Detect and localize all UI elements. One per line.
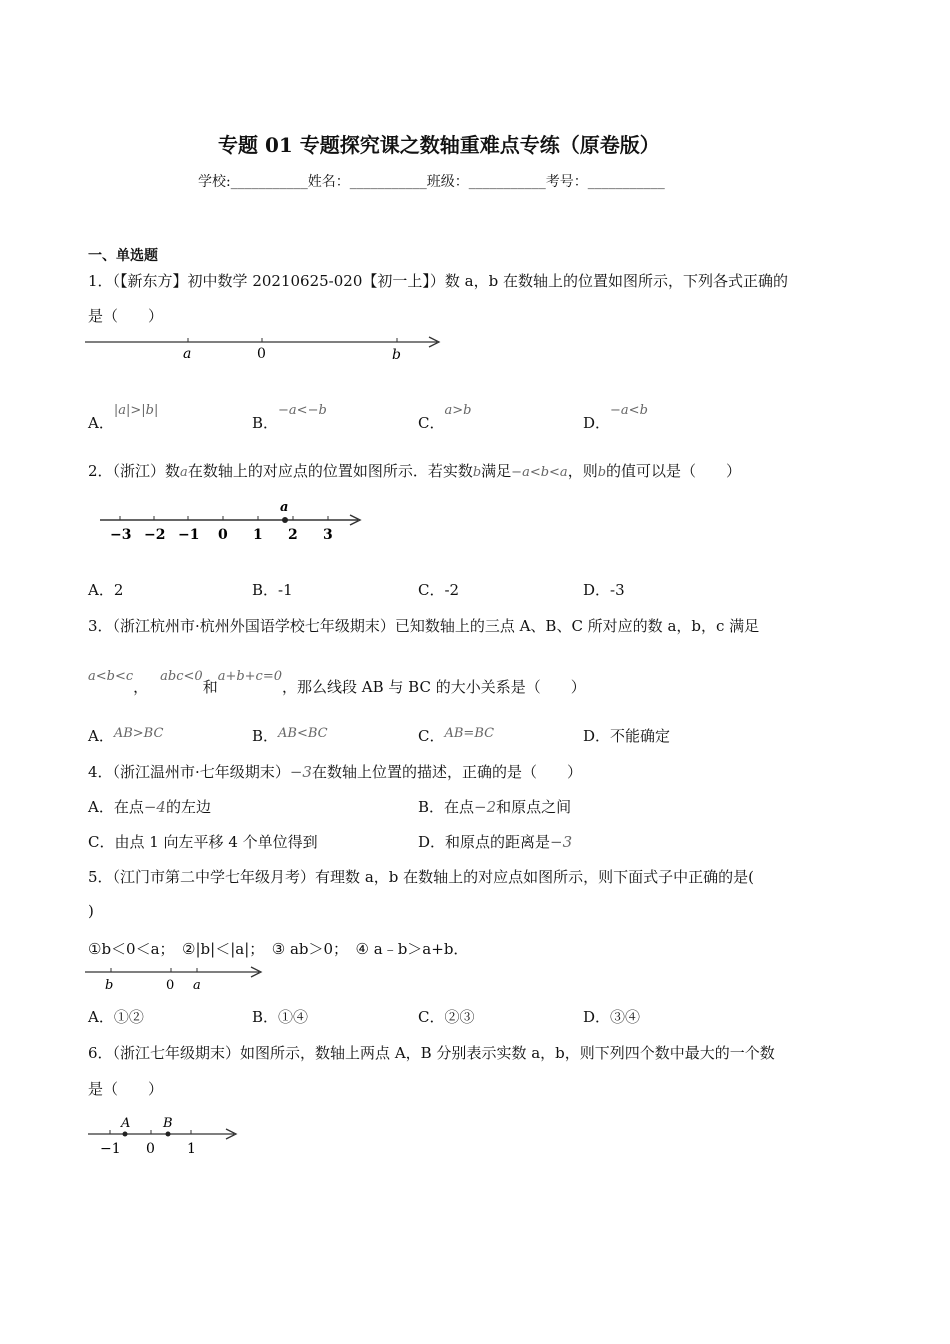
q4-option-a-end: 的左边 xyxy=(165,798,211,816)
q3-condition-3: a+b+c=0 xyxy=(217,669,283,684)
q1-label-a: a xyxy=(183,346,192,362)
q2-tick-label-m2: −2 xyxy=(144,527,166,543)
q2-tick-label-1: 1 xyxy=(253,527,263,543)
q5-option-b-label: B． xyxy=(252,1008,279,1026)
q4-number: −3 xyxy=(289,763,312,781)
q6-point-a xyxy=(123,1132,128,1137)
q6-stem: 6．（浙江七年级期末）如图所示，数轴上两点 A，B 分别表示实数 a，b，则下列四个数中最大的一个数 xyxy=(88,1044,775,1062)
q4-option-d-pre: D．和原点的距离是 xyxy=(418,833,551,851)
q5-label-0: 0 xyxy=(166,978,175,992)
q5-option-c[interactable] xyxy=(418,1006,475,1027)
q2-tick-label-3: 3 xyxy=(323,527,333,543)
q4-option-b-pre: B．在点 xyxy=(418,798,475,816)
q2-stem-mid3: ，则 xyxy=(567,462,598,480)
page-title: 专题 01 专题探究课之数轴重难点专练（原卷版） xyxy=(218,133,660,157)
q2-point-a xyxy=(282,517,288,523)
q3-option-c-label: C． xyxy=(418,727,445,745)
q2-stem-pre: 2．（浙江）数 xyxy=(88,462,181,480)
q4-stem xyxy=(88,761,582,782)
q2-option-d-value: -3 xyxy=(610,581,625,599)
q4-option-b[interactable] xyxy=(418,796,571,817)
q5-option-d[interactable] xyxy=(583,1006,640,1027)
q2-option-b-label: B． xyxy=(252,581,279,599)
q3-option-a-value: AB>BC xyxy=(113,726,164,741)
q1-option-c-label: C． xyxy=(418,414,445,432)
q6-point-label-b: B xyxy=(163,1116,173,1131)
q2-var-b: b xyxy=(472,465,482,480)
q6-point-label-a: A xyxy=(121,1116,131,1131)
q5-label-a: a xyxy=(193,978,201,992)
q3-option-a-label: A． xyxy=(88,727,114,745)
q3-option-a[interactable] xyxy=(88,725,163,746)
q6-tick-label-m1: −1 xyxy=(100,1141,121,1157)
q3-sep-2: 和 xyxy=(202,678,218,696)
q1-option-d[interactable] xyxy=(583,403,648,433)
q2-option-b-value: -1 xyxy=(278,581,293,599)
q2-option-c-label: C． xyxy=(418,581,445,599)
q3-option-c[interactable] xyxy=(418,725,494,746)
q1-option-a[interactable] xyxy=(88,403,159,433)
q3-option-d-value: 不能确定 xyxy=(610,727,671,745)
q1-label-0: 0 xyxy=(257,346,266,362)
q2-tick-label-m1: −1 xyxy=(178,527,200,543)
q2-option-a[interactable] xyxy=(88,579,123,600)
q4-option-b-number: −2 xyxy=(474,798,497,816)
q5-option-c-label: C． xyxy=(418,1008,445,1026)
q1-stem: 1．（【新东方】初中数学 20210625-020【初一上】）数 a，b 在数轴上的位置如图所示，下列各式正确的 xyxy=(88,272,788,290)
q2-tick-label-m3: −3 xyxy=(110,527,132,543)
q2-option-c-value: -2 xyxy=(444,581,460,599)
q5-stem: 5．（江门市第二中学七年级月考）有理数 a，b 在数轴上的对应点如图所示，则下面式子中正确的是( xyxy=(88,868,754,886)
q6-tick-label-1: 1 xyxy=(187,1141,196,1157)
q1-option-a-label: A． xyxy=(88,414,114,432)
q2-stem-mid2: 满足 xyxy=(481,462,512,480)
q1-option-d-value: −a<b xyxy=(610,403,648,418)
q3-condition-1: a<b<c xyxy=(88,669,134,684)
q4-option-d-number: −3 xyxy=(550,833,573,851)
q2-option-d[interactable] xyxy=(583,579,625,600)
q4-option-d[interactable] xyxy=(418,831,572,852)
q5-option-b[interactable] xyxy=(252,1006,308,1027)
q1-stem-cont: 是（ ） xyxy=(88,307,164,325)
q4-stem-pre: 4．（浙江温州市·七年级期末） xyxy=(88,763,290,781)
q6-stem-cont: 是（ ） xyxy=(88,1080,164,1098)
q1-option-d-label: D． xyxy=(583,414,611,432)
q1-number-line xyxy=(85,332,450,362)
q1-option-c-value: a>b xyxy=(444,403,472,418)
q1-label-b: b xyxy=(392,347,401,362)
q2-condition: −a<b<a xyxy=(511,465,568,480)
q2-var-a: a xyxy=(180,465,188,480)
q5-option-d-label: D． xyxy=(583,1008,611,1026)
q2-option-c[interactable] xyxy=(418,579,459,600)
q3-option-c-value: AB=BC xyxy=(444,726,495,741)
q3-option-d-label: D． xyxy=(583,727,611,745)
q5-option-a-label: A． xyxy=(88,1008,114,1026)
q5-option-a-value: ①② xyxy=(113,1008,144,1026)
q2-stem xyxy=(88,460,741,481)
q2-var-b2: b xyxy=(597,465,607,480)
q5-label-b: b xyxy=(105,978,114,992)
q1-option-a-value: |a|>|b| xyxy=(113,403,159,418)
q5-number-line xyxy=(85,962,270,992)
q5-option-c-value: ②③ xyxy=(444,1008,475,1026)
q3-option-d[interactable] xyxy=(583,725,670,746)
q2-option-b[interactable] xyxy=(252,579,293,600)
q6-point-b xyxy=(166,1132,171,1137)
q3-stem: 3．（浙江杭州市·杭州外国语学校七年级期末）已知数轴上的三点 A、B、C 所对应的数 a，b，c 满足 xyxy=(88,617,760,635)
q4-option-a-number: −4 xyxy=(143,798,166,816)
q1-option-b[interactable] xyxy=(252,403,327,433)
q5-option-d-value: ③④ xyxy=(610,1008,641,1026)
q6-tick-label-0: 0 xyxy=(146,1141,155,1157)
q5-option-a[interactable] xyxy=(88,1006,144,1027)
q3-option-b[interactable] xyxy=(252,725,328,746)
q2-tick-label-0: 0 xyxy=(218,527,228,543)
q5-option-b-value: ①④ xyxy=(278,1008,309,1026)
q1-option-b-label: B． xyxy=(252,414,279,432)
q4-option-b-end: 和原点之间 xyxy=(496,798,572,816)
q3-option-b-value: AB<BC xyxy=(278,726,328,741)
q2-tick-label-2: 2 xyxy=(288,527,298,543)
q5-stem-cont: ) xyxy=(88,902,94,920)
q1-option-b-value: −a<−b xyxy=(278,403,327,418)
q4-option-a[interactable] xyxy=(88,796,211,817)
q2-stem-end: 的值可以是（ ） xyxy=(606,462,742,480)
q2-option-a-value: 2 xyxy=(113,581,124,599)
q2-option-d-label: D． xyxy=(583,581,611,599)
q4-stem-end: 在数轴上位置的描述，正确的是（ ） xyxy=(311,763,582,781)
q2-stem-mid1: 在数轴上的对应点的位置如图所示．若实数 xyxy=(187,462,473,480)
q3-stem-cont xyxy=(88,669,586,697)
q1-option-c[interactable] xyxy=(418,403,472,433)
q3-condition-2: abc<0 xyxy=(160,669,203,684)
q2-option-a-label: A． xyxy=(88,581,114,599)
q4-option-a-pre: A．在点 xyxy=(88,798,144,816)
section-heading: 一、单选题 xyxy=(88,248,158,264)
q2-point-label: a xyxy=(280,500,289,515)
q3-sep-1: ， xyxy=(133,678,149,696)
q3-stem-end: ，那么线段 AB 与 BC 的大小关系是（ ） xyxy=(282,678,586,696)
q6-number-line xyxy=(88,1112,248,1158)
q3-option-b-label: B． xyxy=(252,727,279,745)
q5-statements: ①b＜0＜a； ②|b|＜|a|； ③ ab＞0； ④ a﹣b＞a+b． xyxy=(88,940,469,958)
q4-option-c[interactable]: C．由点 1 向左平移 4 个单位得到 xyxy=(88,833,318,851)
q2-number-line xyxy=(100,497,370,545)
student-info-line: 学校:___________姓名：___________班级：___________考号：___________ xyxy=(198,174,665,190)
